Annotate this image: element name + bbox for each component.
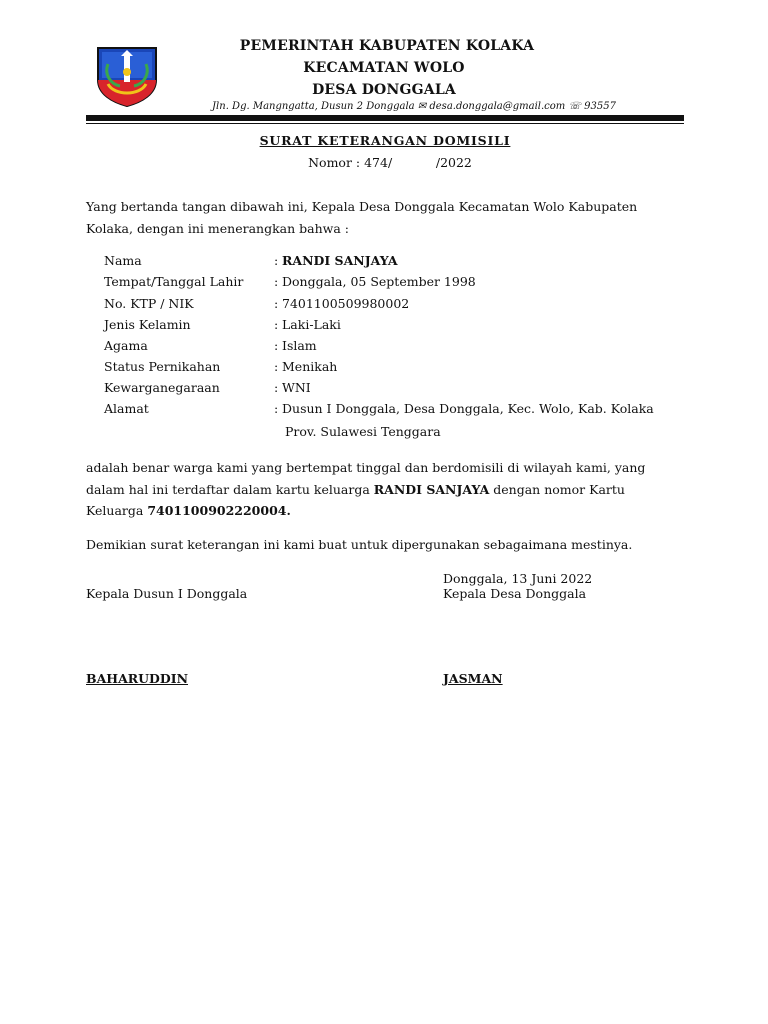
field-colon: : — [274, 296, 279, 311]
field-value: Dusun I Donggala, Desa Donggala, Kec. Wolo, Kab. Kolaka — [282, 401, 654, 416]
field-value: Menikah — [282, 359, 338, 374]
letterhead-village: DESA DONGGALA — [312, 82, 456, 98]
right-signatory-name: JASMAN — [443, 671, 503, 686]
field-colon: : — [274, 401, 279, 416]
body-line — [86, 479, 683, 501]
letterhead-government: PEMERINTAH KABUPATEN KOLAKA — [239, 38, 535, 54]
body-line: adalah benar warga kami yang bertempat tinggal dan berdomisili di wilayah kami, yang — [86, 460, 646, 475]
field-colon: : — [274, 253, 279, 268]
field-value: Laki-Laki — [282, 317, 341, 332]
family-head-name: RANDI SANJAYA — [373, 481, 490, 497]
right-signatory-title: Kepala Desa Donggala — [443, 586, 587, 601]
intro-line: Kolaka, dengan ini menerangkan bahwa : — [86, 220, 349, 236]
field-label: Status Pernikahan — [104, 359, 221, 374]
body-text: Keluarga — [86, 503, 148, 518]
body-paragraph — [86, 457, 683, 522]
closing-statement: Demikian surat keterangan ini kami buat untuk dipergunakan sebagaimana mestinya. — [86, 537, 633, 552]
family-card-number: 7401100902220004. — [147, 503, 291, 518]
field-label: Alamat — [104, 401, 149, 416]
field-value: Islam — [282, 338, 317, 353]
body-text: dalam hal ini terdaftar dalam kartu keluarga — [86, 481, 374, 497]
body-text: dengan nomor Kartu — [489, 481, 625, 497]
field-label: Tempat/Tanggal Lahir — [104, 274, 244, 289]
letterhead-divider-thin — [86, 123, 684, 124]
field-colon: : — [274, 317, 279, 332]
field-label: Kewarganegaraan — [104, 380, 220, 395]
field-label: No. KTP / NIK — [104, 296, 194, 311]
field-colon: : — [274, 274, 279, 289]
field-label: Agama — [104, 338, 148, 353]
document-number: Nomor : 474/ /2022 — [308, 155, 472, 170]
field-label: Jenis Kelamin — [104, 317, 191, 332]
letterhead-divider — [86, 115, 684, 121]
field-value: WNI — [282, 380, 311, 395]
field-value: 7401100509980002 — [282, 296, 410, 311]
letterhead-district: KECAMATAN WOLO — [303, 60, 465, 76]
left-signatory-title: Kepala Dusun I Donggala — [86, 586, 248, 601]
field-value: Prov. Sulawesi Tenggara — [285, 424, 441, 439]
field-value: Donggala, 05 September 1998 — [282, 274, 476, 289]
left-signatory-name: BAHARUDDIN — [86, 671, 189, 686]
letterhead-address: Jln. Dg. Mangngatta, Dusun 2 Donggala ✉ desa.donggala@gmail.com ☏ 93557 — [212, 101, 616, 112]
place-date: Donggala, 13 Juni 2022 — [443, 571, 593, 586]
field-colon: : — [274, 380, 279, 395]
intro-line: Yang bertanda tangan dibawah ini, Kepala Desa Donggala Kecamatan Wolo Kabupaten — [86, 199, 638, 214]
field-value: RANDI SANJAYA — [282, 253, 398, 268]
field-colon: : — [274, 359, 279, 374]
field-colon: : — [274, 338, 279, 353]
body-line — [86, 500, 683, 522]
document-title: SURAT KETERANGAN DOMISILI — [259, 133, 511, 148]
field-label: Nama — [104, 253, 142, 268]
intro-paragraph — [86, 196, 683, 239]
